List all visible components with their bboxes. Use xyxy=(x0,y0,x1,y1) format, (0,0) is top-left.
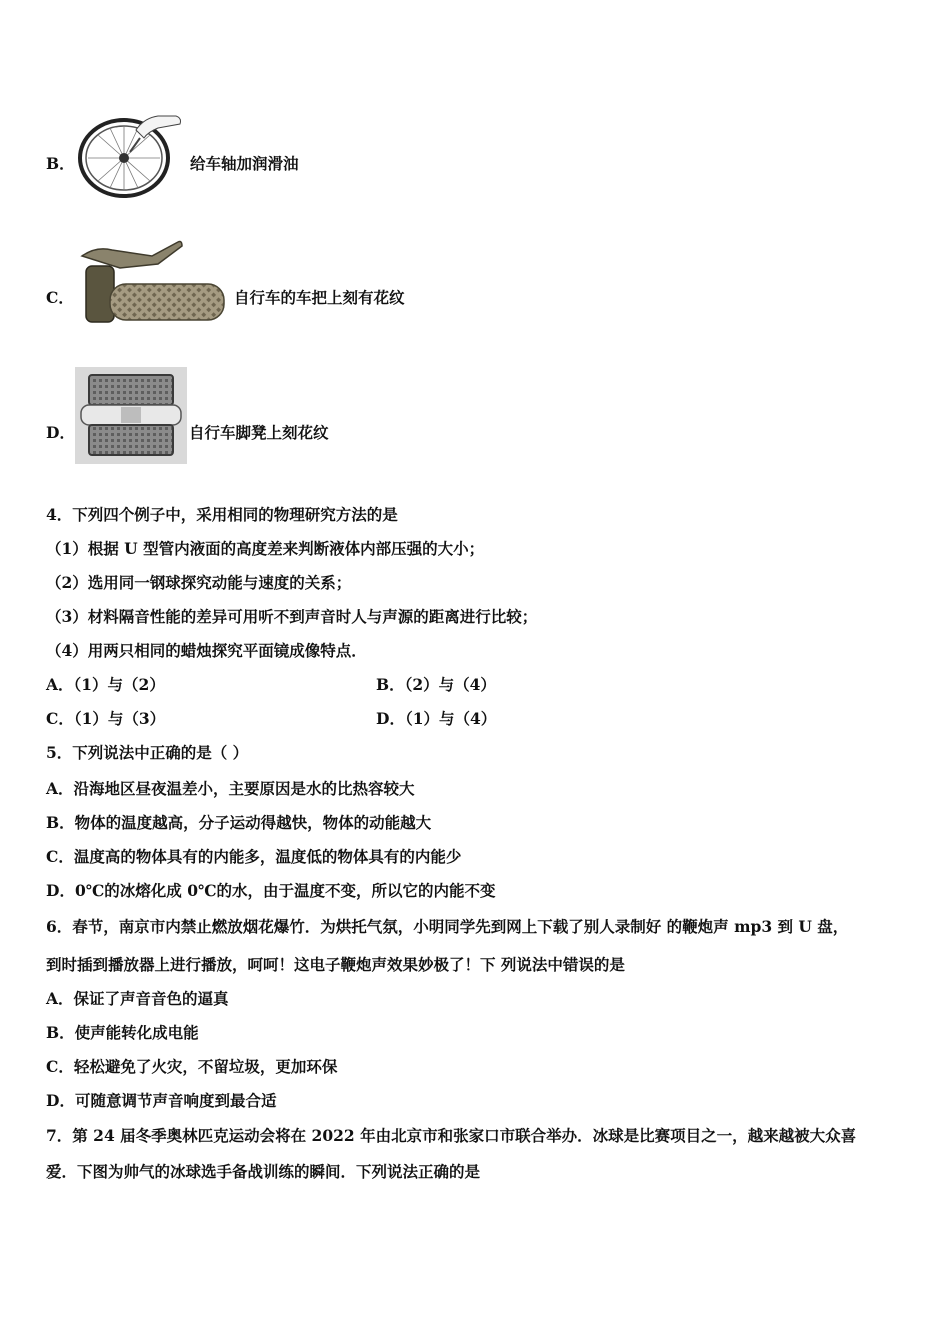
q4-option-c: C．（1）与（3） xyxy=(46,709,166,728)
q4-item-1: （1）根据 U 型管内液面的高度差来判断液体内部压强的大小； xyxy=(46,539,485,558)
q5-option-c: C．温度高的物体具有的内能多，温度低的物体具有的内能少 xyxy=(46,847,462,866)
q7-stem-line-1: 7．第 24 届冬季奥林匹克运动会将在 2022 年由北京市和张家口市联合举办．冰球是比赛项目之一，越来越被大众喜 xyxy=(46,1126,857,1145)
bicycle-pedal-image xyxy=(75,367,187,464)
q5-option-d: D．0℃的冰熔化成 0℃的水，由于温度不变，所以它的内能不变 xyxy=(46,881,496,900)
q5-option-b: B．物体的温度越高，分子运动得越快，物体的动能越大 xyxy=(46,813,432,832)
option-b-letter: B． xyxy=(46,154,75,173)
q6-stem-line-2: 到时插到播放器上进行播放，呵呵！这电子鞭炮声效果妙极了！下 列说法中错误的是 xyxy=(46,955,625,974)
q4-item-2: （2）选用同一钢球探究动能与速度的关系； xyxy=(46,573,352,592)
q4-option-a: A．（1）与（2） xyxy=(46,675,165,694)
option-b-text: 给车轴加润滑油 xyxy=(190,154,299,173)
q4-stem: 4．下列四个例子中，采用相同的物理研究方法的是 xyxy=(46,505,398,524)
q4-item-3: （3）材料隔音性能的差异可用听不到声音时人与声源的距离进行比较； xyxy=(46,607,538,626)
option-d-text: 自行车脚凳上刻花纹 xyxy=(189,423,329,442)
q6-option-d: D．可随意调节声音响度到最合适 xyxy=(46,1091,277,1110)
q5-option-a: A．沿海地区昼夜温差小，主要原因是水的比热容较大 xyxy=(46,779,415,798)
q6-stem-line-1: 6．春节，南京市内禁止燃放烟花爆竹．为烘托气氛，小明同学先到网上下载了别人录制好 的鞭炮声 mp3 到 U 盘， xyxy=(46,917,849,936)
q5-stem: 5．下列说法中正确的是（ ） xyxy=(46,743,249,762)
option-c-text: 自行车的车把上刻有花纹 xyxy=(234,288,405,307)
q4-option-b: B．（2）与（4） xyxy=(376,675,496,694)
q6-option-a: A．保证了声音音色的逼真 xyxy=(46,989,229,1008)
q4-option-d: D．（1）与（4） xyxy=(376,709,497,728)
q6-option-b: B．使声能转化成电能 xyxy=(46,1023,199,1042)
bicycle-wheel-oiling-image xyxy=(74,108,186,200)
option-d-letter: D． xyxy=(46,423,75,442)
q6-option-c: C．轻松避免了火灾，不留垃圾，更加环保 xyxy=(46,1057,338,1076)
bicycle-handlebar-grip-image xyxy=(80,238,230,328)
q7-stem-line-2: 爱．下图为帅气的冰球选手备战训练的瞬间．下列说法正确的是 xyxy=(46,1162,481,1181)
option-c-letter: C． xyxy=(46,288,74,307)
q4-item-4: （4）用两只相同的蜡烛探究平面镜成像特点． xyxy=(46,641,367,660)
